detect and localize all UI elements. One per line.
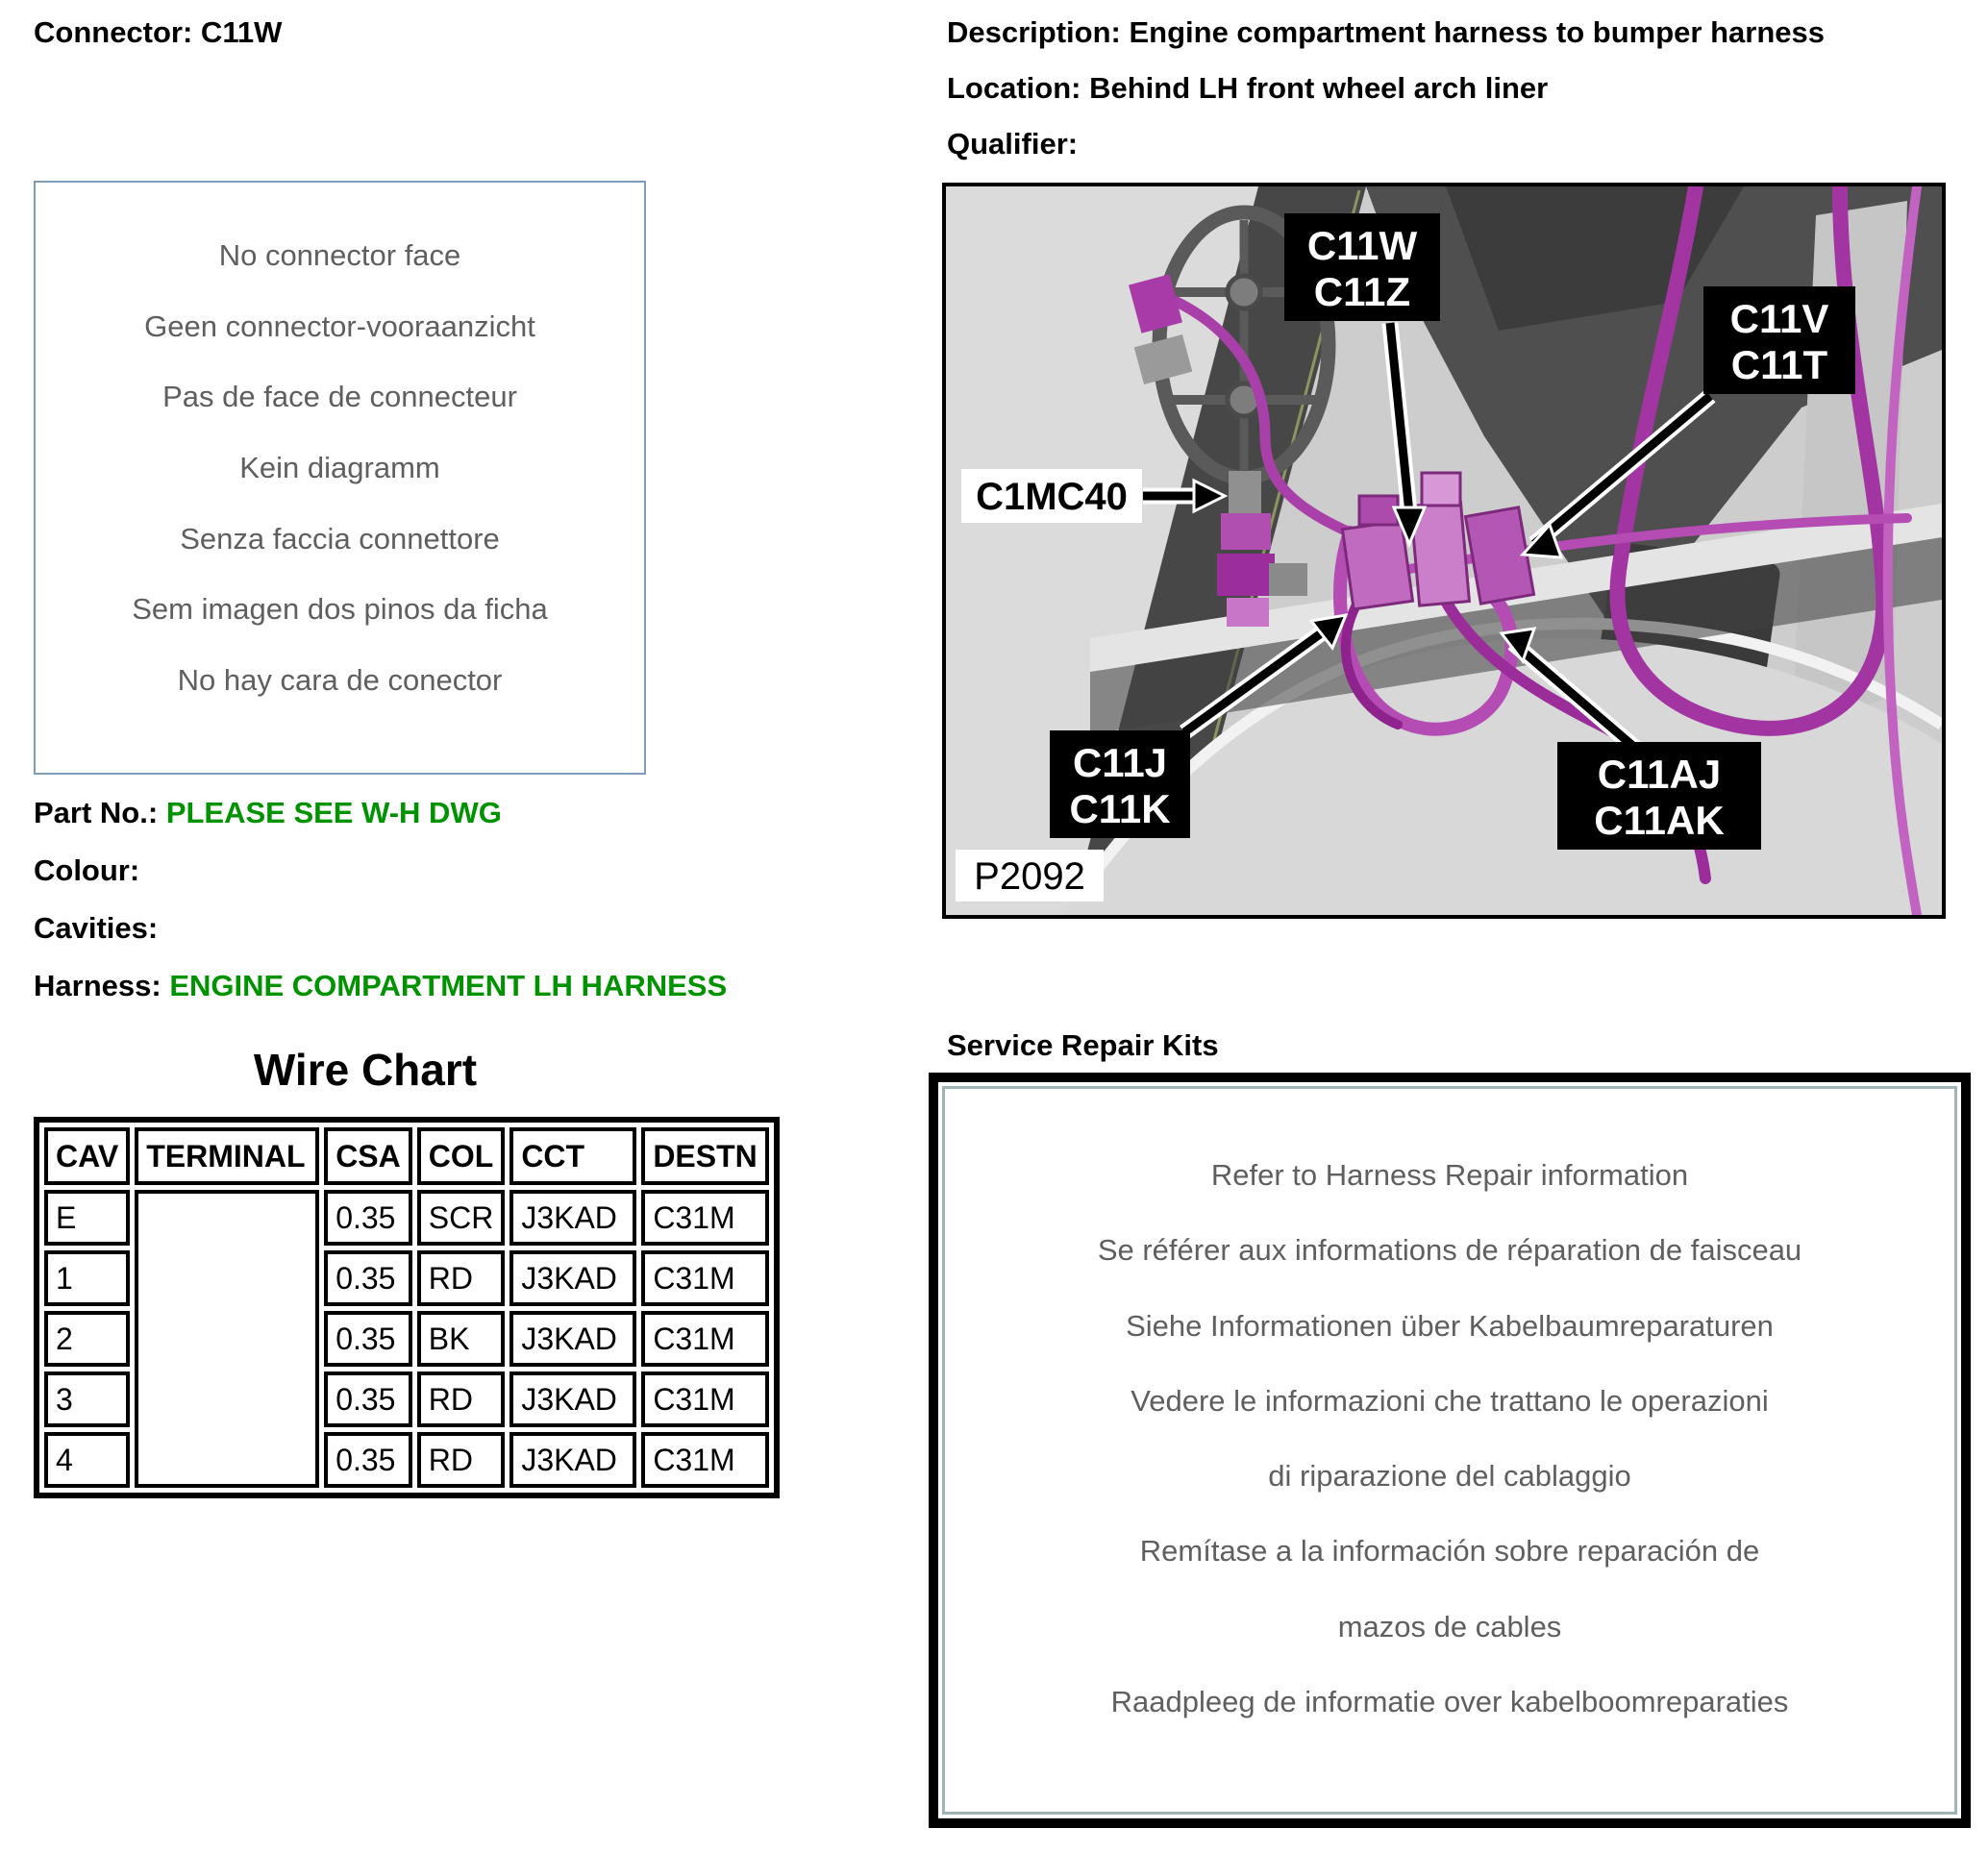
part-no-line	[34, 796, 502, 830]
label-c11t: C11T	[1730, 342, 1828, 387]
cell-cct: J3KAD	[509, 1432, 636, 1488]
srk-line-nl: Raadpleeg de informatie over kabelboomreparaties	[1110, 1684, 1789, 1718]
no-face-line-pt: Sem imagen dos pinos da ficha	[132, 592, 548, 627]
location-photo	[942, 183, 1946, 919]
no-face-line-nl: Geen connector-vooraanzicht	[144, 309, 535, 343]
location-line: Location: Behind LH front wheel arch liner	[947, 71, 1549, 105]
srk-line-en: Refer to Harness Repair information	[1210, 1158, 1689, 1192]
location-photo-illustration	[946, 186, 1942, 915]
cell-destn: C31M	[641, 1190, 768, 1246]
no-face-line-fr: Pas de face de connecteur	[162, 380, 517, 414]
cell-destn: C31M	[641, 1432, 768, 1488]
cell-cav: 1	[44, 1250, 130, 1306]
col-header-csa: CSA	[324, 1127, 412, 1185]
table-row	[44, 1190, 769, 1246]
cell-csa: 0.35	[324, 1371, 412, 1427]
no-face-line-es: No hay cara de conector	[177, 662, 503, 697]
service-repair-kits-title: Service Repair Kits	[947, 1028, 1219, 1062]
srk-line-es1: Remítase a la información sobre reparación de	[1139, 1534, 1760, 1569]
harness-label: Harness:	[34, 969, 162, 1002]
col-header-terminal: TERMINAL	[135, 1127, 319, 1185]
cell-cav: E	[44, 1190, 130, 1246]
part-no-label: Part No.:	[34, 796, 159, 829]
harness-line	[34, 969, 727, 1003]
label-c11k: C11K	[1069, 786, 1171, 831]
label-p2092: P2092	[974, 855, 1085, 898]
cell-csa: 0.35	[324, 1311, 412, 1367]
cell-col: RD	[417, 1371, 506, 1427]
connector-title: Connector: C11W	[34, 15, 283, 49]
service-repair-kits-box-inner	[942, 1086, 1957, 1815]
label-c1mc40: C1MC40	[976, 476, 1128, 518]
col-header-cav: CAV	[44, 1127, 130, 1185]
cell-cct: J3KAD	[509, 1190, 636, 1246]
cell-cav: 4	[44, 1432, 130, 1488]
qualifier-line: Qualifier:	[947, 127, 1079, 161]
cell-terminal-merged	[135, 1190, 319, 1488]
cell-cct: J3KAD	[509, 1250, 636, 1306]
part-no-value: PLEASE SEE W-H DWG	[165, 796, 502, 829]
label-c11ak: C11AK	[1594, 798, 1725, 843]
label-c11j: C11J	[1072, 740, 1168, 785]
cell-destn: C31M	[641, 1371, 768, 1427]
srk-line-fr: Se référer aux informations de réparation de faisceau	[1097, 1233, 1802, 1268]
srk-line-it1: Vedere le informazioni che trattano le operazioni	[1131, 1383, 1769, 1418]
col-header-cct: CCT	[509, 1127, 636, 1185]
label-c11aj: C11AJ	[1597, 752, 1722, 797]
no-face-line-de: Kein diagramm	[239, 450, 440, 484]
cell-cav: 2	[44, 1311, 130, 1367]
cell-cct: J3KAD	[509, 1311, 636, 1367]
label-c11z: C11Z	[1313, 269, 1411, 314]
harness-value: ENGINE COMPARTMENT LH HARNESS	[169, 969, 728, 1002]
label-c11w: C11W	[1306, 223, 1418, 268]
cell-csa: 0.35	[324, 1432, 412, 1488]
cell-cct: J3KAD	[509, 1371, 636, 1427]
srk-line-es2: mazos de cables	[1337, 1609, 1562, 1643]
cell-col: RD	[417, 1250, 506, 1306]
wire-chart-header-row	[44, 1127, 769, 1185]
wire-chart-title: Wire Chart	[253, 1045, 478, 1095]
service-repair-kits-box	[929, 1073, 1971, 1828]
label-c11v: C11V	[1729, 296, 1829, 341]
srk-line-it2: di riparazione del cablaggio	[1268, 1459, 1631, 1494]
cell-col: SCR	[417, 1190, 506, 1246]
cell-col: RD	[417, 1432, 506, 1488]
cell-destn: C31M	[641, 1250, 768, 1306]
col-header-col: COL	[417, 1127, 506, 1185]
cavities-line: Cavities:	[34, 911, 159, 945]
cell-col: BK	[417, 1311, 506, 1367]
wire-chart-table	[34, 1117, 780, 1498]
cell-csa: 0.35	[324, 1190, 412, 1246]
cell-destn: C31M	[641, 1311, 768, 1367]
colour-line: Colour:	[34, 853, 140, 887]
cell-csa: 0.35	[324, 1250, 412, 1306]
cell-cav: 3	[44, 1371, 130, 1427]
description-line: Description: Engine compartment harness to bumper harness	[947, 15, 1825, 49]
no-connector-face-box	[34, 181, 646, 775]
no-face-line-en: No connector face	[218, 238, 461, 272]
col-header-destn: DESTN	[641, 1127, 768, 1185]
no-face-line-it: Senza faccia connettore	[180, 521, 500, 556]
srk-line-de: Siehe Informationen über Kabelbaumreparaturen	[1126, 1308, 1774, 1343]
